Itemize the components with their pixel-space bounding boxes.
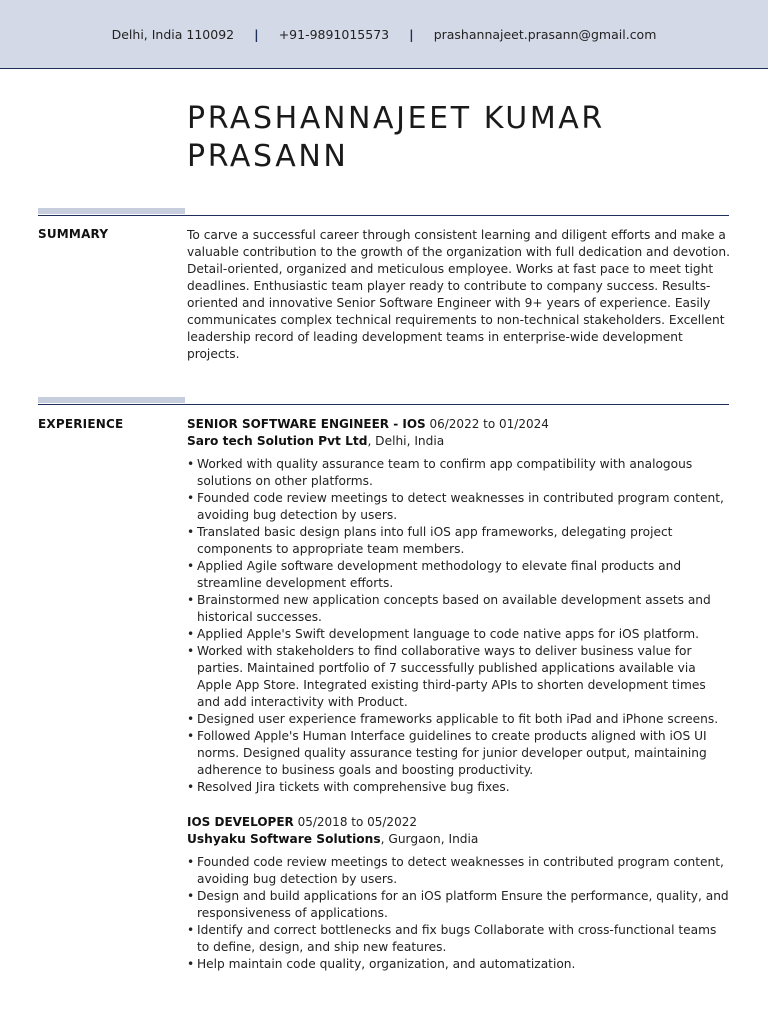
job-bullets [187, 854, 732, 973]
contact-separator: | [254, 26, 259, 42]
experience-divider-accent [38, 397, 185, 403]
job-company: Saro tech Solution Pvt Ltd [187, 434, 368, 448]
experience-section [187, 416, 732, 991]
job-bullets [187, 456, 732, 796]
job-dates: 06/2022 to 01/2024 [425, 417, 549, 431]
contact-email[interactable]: prashannajeet.prasann@gmail.com [433, 26, 657, 42]
job-entry [187, 814, 732, 973]
job-bullet: • Applied Apple's Swift development language to code native apps for iOS platform. [187, 626, 732, 643]
job-bullet: • Designed user experience frameworks applicable to fit both iPad and iPhone screens. [187, 711, 732, 728]
job-bullet: • Founded code review meetings to detect weaknesses in contributed program content, avoiding bug detection by users. [187, 490, 732, 524]
job-bullet: • Applied Agile software development methodology to elevate final products and streamline development efforts. [187, 558, 732, 592]
summary-divider [38, 215, 729, 216]
job-bullet: • Founded code review meetings to detect weaknesses in contributed program content, avoiding bug detection by users. [187, 854, 732, 888]
job-title-line [187, 416, 732, 433]
job-entry [187, 416, 732, 796]
job-bullet: • Translated basic design plans into full iOS app frameworks, delegating project components to appropriate team members. [187, 524, 732, 558]
contact-separator: | [409, 26, 414, 42]
contact-bar [0, 0, 768, 69]
job-bullet: • Resolved Jira tickets with comprehensive bug fixes. [187, 779, 732, 796]
experience-divider [38, 404, 729, 405]
job-bullet: • Worked with stakeholders to find collaborative ways to deliver business value for parties. Maintained portfolio of 7 successfully published applications available via Apple App Store. Integrated existing third-party APIs to shorten development times and add interactivity with Product. [187, 643, 732, 711]
job-title: IOS DEVELOPER [187, 815, 294, 829]
job-dates: 05/2018 to 05/2022 [293, 815, 417, 829]
job-bullet: • Followed Apple's Human Interface guidelines to create products aligned with iOS UI norms. Designed quality assurance testing for junior developer output, maintaining adherence to business goals and boosting productivity. [187, 728, 732, 779]
job-bullet: • Help maintain code quality, organization, and automatization. [187, 956, 732, 973]
contact-address: Delhi, India 110092 [111, 26, 235, 42]
job-title-line [187, 814, 732, 831]
experience-heading: EXPERIENCE [38, 417, 124, 431]
job-bullet: • Worked with quality assurance team to confirm app compatibility with analogous solutions on other platforms. [187, 456, 732, 490]
job-company-line [187, 433, 732, 450]
job-title: SENIOR SOFTWARE ENGINEER - IOS [187, 417, 426, 431]
summary-divider-accent [38, 208, 185, 214]
summary-text: To carve a successful career through consistent learning and diligent efforts and make a valuable contribution to the growth of the organization with full dedication and devotion. Detail-oriented, organized and meticulous employee. Works at fast pace to meet tight deadlines. Enthusiastic team player ready to contribute to company success. Results-oriented and innovative Senior Software Engineer with 9+ years of experience. Easily communicates complex technical requirements to non-technical stakeholders. Excellent leadership record of leading development teams in enterprise-wide development projects. [187, 228, 730, 361]
job-bullet: • Brainstormed new application concepts based on available development assets and historical successes. [187, 592, 732, 626]
contact-phone: +91-9891015573 [278, 26, 390, 42]
name-line-2: PRASANN [187, 139, 349, 174]
job-company-line [187, 831, 732, 848]
name-line-1: PRASHANNAJEET KUMAR [187, 101, 605, 136]
job-bullet: • Design and build applications for an iOS platform Ensure the performance, quality, and responsiveness of applications. [187, 888, 732, 922]
job-bullet: • Identify and correct bottlenecks and fix bugs Collaborate with cross-functional teams to define, design, and ship new features. [187, 922, 732, 956]
job-location: , Delhi, India [367, 434, 445, 448]
job-company: Ushyaku Software Solutions [187, 832, 381, 846]
summary-section [187, 227, 732, 363]
candidate-name [187, 100, 747, 176]
summary-heading: SUMMARY [38, 227, 109, 241]
job-location: , Gurgaon, India [380, 832, 479, 846]
